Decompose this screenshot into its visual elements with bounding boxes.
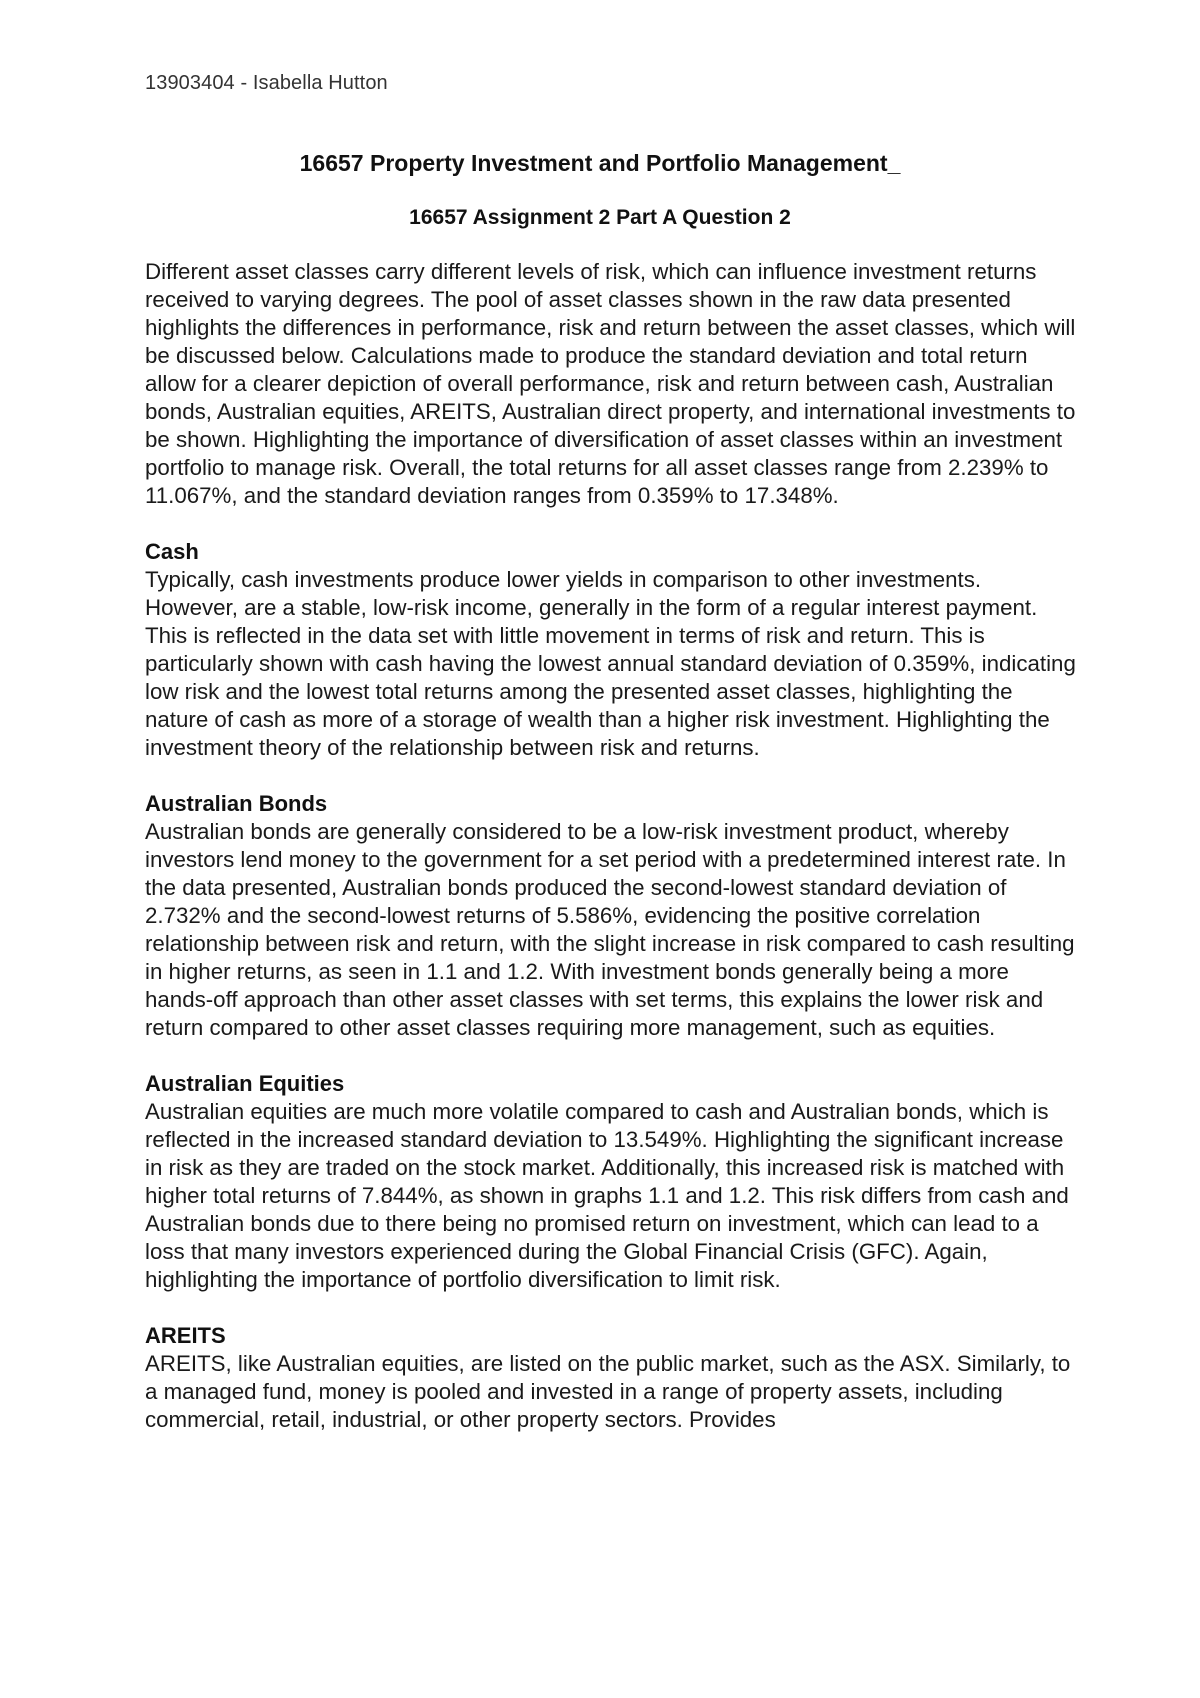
section-cash: [145, 538, 1080, 762]
section-text-cash: Typically, cash investments produce lower yields in comparison to other investments. However, are a stable, low-risk income, generally in the form of a regular interest payment. This is reflected in the data set with little movement in terms of risk and return. This is particularly shown with cash having the lowest annual standard deviation of 0.359%, indicating low risk and the lowest total returns among the presented asset classes, highlighting the nature of cash as more of a storage of wealth than a higher risk investment. Highlighting the investment theory of the relationship between risk and returns.: [145, 567, 1076, 760]
section-text-australian-bonds: Australian bonds are generally considered to be a low-risk investment product, whereby investors lend money to the government for a set period with a predetermined interest rate. In the data presented, Australian bonds produced the second-lowest standard deviation of 2.732% and the second-lowest returns of 5.586%, evidencing the positive correlation relationship between risk and return, with the slight increase in risk compared to cash resulting in higher returns, as seen in 1.1 and 1.2. With investment bonds generally being a more hands-off approach than other asset classes with set terms, this explains the lower risk and return compared to other asset classes requiring more management, such as equities.: [145, 819, 1075, 1040]
section-text-areits: AREITS, like Australian equities, are listed on the public market, such as the ASX. Similarly, to a managed fund, money is pooled and invested in a range of property assets, including commercial, retail, industrial, or other property sectors. Provides: [145, 1351, 1071, 1432]
section-heading-australian-bonds: Australian Bonds: [145, 791, 328, 816]
document-subtitle: 16657 Assignment 2 Part A Question 2: [409, 206, 791, 229]
document-title: 16657 Property Investment and Portfolio Management_: [299, 150, 901, 176]
section-heading-australian-equities: Australian Equities: [145, 1071, 345, 1096]
section-heading-areits: AREITS: [145, 1323, 226, 1348]
author-header: 13903404 - Isabella Hutton: [145, 72, 388, 94]
section-areits: [145, 1322, 1080, 1434]
document-body: [145, 258, 1080, 1462]
section-text-australian-equities: Australian equities are much more volatile compared to cash and Australian bonds, which is reflected in the increased standard deviation to 13.549%. Highlighting the significant increase in risk as they are traded on the stock market. Additionally, this increased risk is matched with higher total returns of 7.844%, as shown in graphs 1.1 and 1.2. This risk differs from cash and Australian bonds due to there being no promised return on investment, which can lead to a loss that many investors experienced during the Global Financial Crisis (GFC). Again, highlighting the importance of portfolio diversification to limit risk.: [145, 1099, 1069, 1292]
section-australian-bonds: [145, 790, 1080, 1042]
intro-paragraph: Different asset classes carry different levels of risk, which can influence investment returns received to varying degrees. The pool of asset classes shown in the raw data presented highlights the differences in performance, risk and return between the asset classes, which will be discussed below. Calculations made to produce the standard deviation and total return allow for a clearer depiction of overall performance, risk and return between cash, Australian bonds, Australian equities, AREITS, Australian direct property, and international investments to be shown. Highlighting the importance of diversification of asset classes within an investment portfolio to manage risk. Overall, the total returns for all asset classes range from 2.239% to 11.067%, and the standard deviation ranges from 0.359% to 17.348%.: [145, 259, 1076, 508]
section-australian-equities: [145, 1070, 1080, 1294]
section-heading-cash: Cash: [145, 539, 199, 564]
